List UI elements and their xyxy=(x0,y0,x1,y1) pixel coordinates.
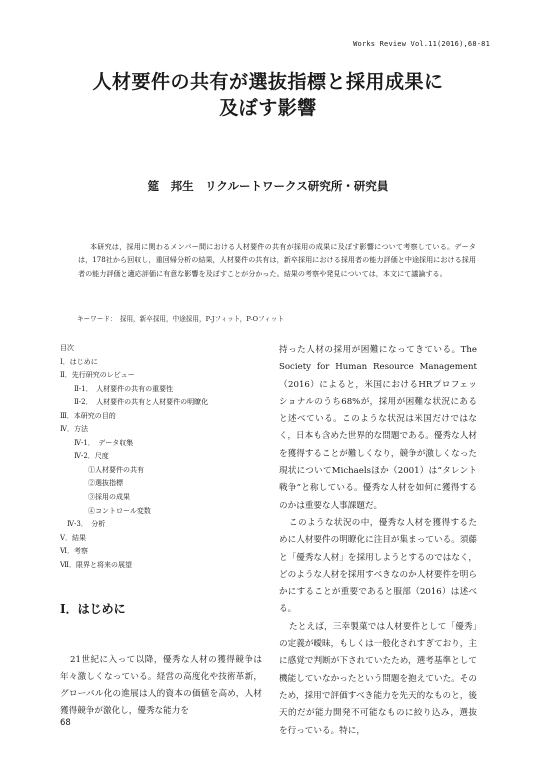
toc-item: Ⅳ-1． データ収集 xyxy=(60,438,134,447)
body-text-right xyxy=(279,342,477,740)
page-number: 68 xyxy=(60,718,71,728)
toc-item: Ⅳ-3． 分析 xyxy=(60,520,106,529)
toc-item: ③採用の成果 xyxy=(60,493,130,502)
paragraph: たとえば，三幸製菓では人材要件として「優秀」の定義が曖昧，もしくは一般化されすぎており，主に感覚で判断が下されていたため，選考基準として機能していなかったという問題を抱えていた。そのため，採用で評価すべき能力を先天的なものと，後天的だが能力開発不可能なものに絞り込み，選抜を行っている。特に， xyxy=(279,621,477,736)
section-heading-introduction: Ⅰ．はじめに xyxy=(60,602,126,616)
paper-title-line-1: 人材要件の共有が選抜指標と採用成果に xyxy=(92,71,444,93)
body-text-left: 21世紀に入って以降，優秀な人材の獲得競争は年々激しくなっている。経営の高度化や技術革新，グローバル化の進展は人的資本の価値を高め，人材獲得競争が激化し，優秀な能力を xyxy=(60,655,262,716)
keywords: キーワード： 採用，新卒採用，中途採用，P-Jフィット，P-Oフィット xyxy=(77,315,284,323)
toc-item: Ⅳ-2．尺度 xyxy=(60,452,109,461)
toc-item: Ⅴ．結果 xyxy=(60,533,87,542)
paper-title-line-2: 及ぼす影響 xyxy=(219,97,317,119)
paragraph: 持った人材の採用が困難になってきている。The Society for Human Resource Management（2016）によると，米国におけるHRプロフェッショナルのうち68%が，採用が困難な状況にあると述べている。このような状況は米国だけではなく，日本も含めた世界的な問題である。優秀な人材を獲得することが難しくなり，競争が激しくなった現状についてMichaelsほか（2001）は“タレント戦争”と称している。優秀な人材を如何に獲得するのかは重要な人事課題だ。 xyxy=(279,345,477,511)
toc-item: ①人材要件の共有 xyxy=(60,465,144,474)
toc-item: ②選抜指標 xyxy=(60,479,123,488)
toc-item: Ⅳ．方法 xyxy=(60,425,88,434)
journal-citation: Works Review Vol.11(2016),68-81 xyxy=(353,40,490,48)
toc-item: Ⅵ．考察 xyxy=(60,547,89,556)
toc-item: Ⅱ-1． 人材要件の共有の重要性 xyxy=(60,384,174,393)
toc-item: Ⅰ．はじめに xyxy=(60,357,98,366)
author-affiliation: 筵 邦生 リクルートワークス研究所・研究員 xyxy=(147,179,389,193)
paragraph: このような状況の中，優秀な人材を獲得するために人材要件の明瞭化に注目が集まっている。須藤と「優秀な人材」を採用しようとするのではなく，どのような人材を採用すべきなのか人材要件を明らかにすることが重要であると服部（2016）は述べる。 xyxy=(279,517,477,615)
toc-item: Ⅱ．先行研究のレビュー xyxy=(60,371,135,380)
toc-item: 目次 xyxy=(60,344,74,352)
toc-item: ④コントロール変数 xyxy=(60,506,151,515)
toc-item: Ⅶ．限界と将来の展望 xyxy=(60,560,133,569)
toc-item: Ⅲ．本研究の目的 xyxy=(60,411,116,420)
table-of-contents xyxy=(60,342,260,572)
abstract: 本研究は，採用に関わるメンバー間における人材要件の共有が採用の成果に及ぼす影響について考察している。データは，178社から回収し，重回帰分析の結果，人材要件の共有は，新卒採用における採用者の能力評価と中途採用における採用者の能力評価と適応評価に有意な影響を及ぼすことが分かった。結果の考察や発見については，本文にて議論する。 xyxy=(78,242,476,278)
toc-item: Ⅱ-2． 人材要件の共有と人材要件の明瞭化 xyxy=(60,398,209,407)
